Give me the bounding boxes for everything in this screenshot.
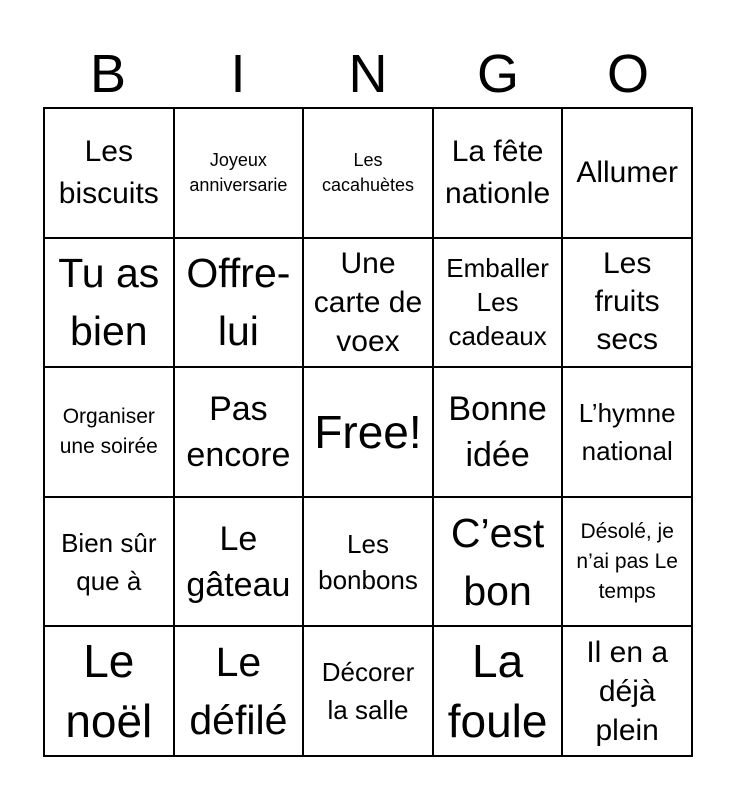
bingo-cell[interactable] (174, 626, 304, 756)
bingo-cell[interactable] (174, 238, 304, 368)
bingo-cell[interactable] (433, 367, 563, 497)
cell-text: Les bonbons (318, 528, 418, 595)
bingo-cell[interactable] (44, 108, 174, 238)
bingo-cell[interactable] (562, 626, 692, 756)
cell-text: Décorer la salle (321, 657, 415, 726)
cell-text: Emballer Les cadeaux (446, 253, 549, 352)
cell-text: Organiser une soirée (59, 404, 158, 458)
title-letter-i: I (230, 44, 246, 104)
cell-text: Les biscuits (58, 134, 159, 210)
bingo-cell[interactable] (433, 108, 563, 238)
bingo-cell[interactable] (44, 626, 174, 756)
bingo-cell[interactable] (303, 108, 433, 238)
cell-text: Allumer (576, 155, 679, 189)
bingo-cell[interactable] (433, 497, 563, 627)
cell-text: Bien sûr que à (61, 527, 157, 596)
bingo-cell[interactable] (44, 497, 174, 627)
bingo-cell[interactable] (174, 367, 304, 497)
bingo-cell[interactable] (562, 367, 692, 497)
bingo-cell[interactable] (562, 238, 692, 368)
bingo-cell[interactable] (44, 238, 174, 368)
bingo-cell[interactable] (562, 108, 692, 238)
bingo-cell[interactable] (303, 626, 433, 756)
cell-text: Une carte de voex (313, 246, 423, 358)
cell-text: Joyeux anniversarie (189, 149, 288, 195)
bingo-cell[interactable] (433, 626, 563, 756)
bingo-cell[interactable] (44, 367, 174, 497)
cell-text: L’hymne national (578, 397, 676, 466)
cell-text: Le défilé (189, 639, 288, 744)
cell-text: Free! (314, 405, 422, 458)
cell-text: Pas encore (186, 389, 291, 474)
title-letter-n: N (348, 44, 388, 104)
title-letter-o: O (606, 44, 649, 104)
bingo-cell[interactable] (303, 497, 433, 627)
cell-text: Les fruits secs (594, 247, 660, 357)
cell-text: Offre-lui (186, 250, 291, 355)
cell-text: Le gâteau (186, 519, 291, 604)
bingo-cell[interactable] (562, 497, 692, 627)
cell-text: Le noël (65, 635, 153, 748)
bingo-cell[interactable] (303, 367, 433, 497)
cell-text: Tu as bien (58, 250, 160, 355)
cell-text: Les cacahuètes (321, 149, 415, 195)
bingo-cell[interactable] (303, 238, 433, 368)
cell-text: La foule (447, 635, 548, 748)
title-letter-g: G (476, 44, 519, 104)
bingo-grid (43, 107, 693, 757)
cell-text: C’est bon (450, 509, 545, 614)
bingo-cell[interactable] (174, 108, 304, 238)
title-letter-b: B (89, 44, 127, 104)
bingo-cell[interactable] (433, 238, 563, 368)
cell-text: Désolé, je n’ai pas Le temps (576, 519, 678, 603)
bingo-title (43, 40, 693, 108)
cell-text: Il en a déjà plein (586, 635, 669, 747)
cell-text: La fête nationle (445, 134, 551, 210)
bingo-cell[interactable] (174, 497, 304, 627)
cell-text: Bonne idée (448, 389, 547, 474)
